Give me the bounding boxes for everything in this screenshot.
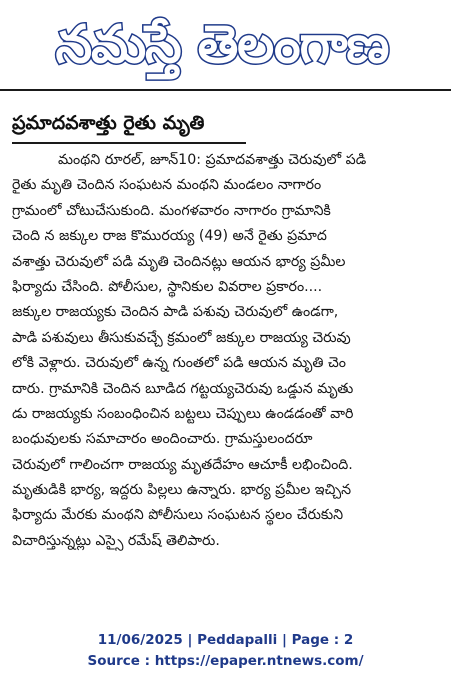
headline-underline (12, 142, 246, 144)
article-line: రైతు మృతి చెందిన సంఘటన మంథని మండలం నాగారం (12, 177, 322, 194)
article-headline: ప్రమాదవశాత్తు రైతు మృతి (12, 112, 205, 134)
footer-source-link[interactable]: Source : https://epaper.ntnews.com/ (87, 653, 364, 669)
article-line: డు రాజయ్యకు సంబంధించిన బట్టలు చెప్పులు ఉండడంతో వారి (12, 405, 354, 422)
article-body (12, 148, 438, 608)
article-line: పాడి పశువులు తీసుకువచ్చే క్రమంలో జక్కుల రాజయ్య చెరువు (12, 329, 351, 346)
footer-dateline: 11/06/2025 | Peddapalli | Page : 2 (97, 632, 354, 648)
article-line: గ్రామంలో చోటుచేసుకుంది. మంగళవారం నాగారం గ్రామానికి (12, 202, 331, 219)
article-line: వశాత్తు చెరువులో పడి మృతి చెందినట్లు ఆయన భార్య ప్రమీల (12, 253, 346, 270)
masthead-divider (0, 89, 451, 91)
article-line: మంథని రూరల్, జూన్10: ప్రమాదవశాత్తు చెరువులో పడి (58, 152, 367, 168)
article-line: ఫిర్యాదు చేసింది. పోలీసుల, స్థానికుల వివరాల ప్రకారం.... (12, 278, 323, 295)
masthead-title: నమస్తే తెలంగాణ (55, 15, 389, 75)
article-line: విచారిస్తున్నట్లు ఎస్సై రమేష్ తెలిపారు. (12, 532, 220, 549)
article-line: దారు. గ్రామానికి చెందిన బూడిద గట్టయ్యచెరువు ఒడ్డున మృతు (12, 380, 354, 397)
article-line: చెంది న జక్కుల రాజ కొమురయ్య (49) అనే రైతు ప్రమాద (12, 228, 327, 245)
masthead-logo (26, 10, 418, 80)
article-line: మృతుడికి భార్య, ఇద్దరు పిల్లలు ఉన్నారు. భార్య ప్రమీల ఇచ్చిన (12, 482, 352, 499)
article-line: జక్కుల రాజయ్యకు చెందిన పాడి పశువు చెరువులో ఉండగా, (12, 304, 339, 321)
article-line: బంధువులకు సమాచారం అందించారు. గ్రామస్తులందరూ (12, 431, 313, 448)
article-line: లోకి వెళ్లారు. చెరువులో ఉన్న గుంతలో పడి ఆయన మృతి చెం (12, 355, 346, 372)
article-line: చెరువులో గాలించగా రాజయ్య మృతదేహం ఆచూకీ లభించింది. (12, 456, 353, 473)
article-line: ఫిర్యాదు మేరకు మంథని పోలీసులు సంఘటన స్థలం చేరుకుని (12, 507, 344, 524)
